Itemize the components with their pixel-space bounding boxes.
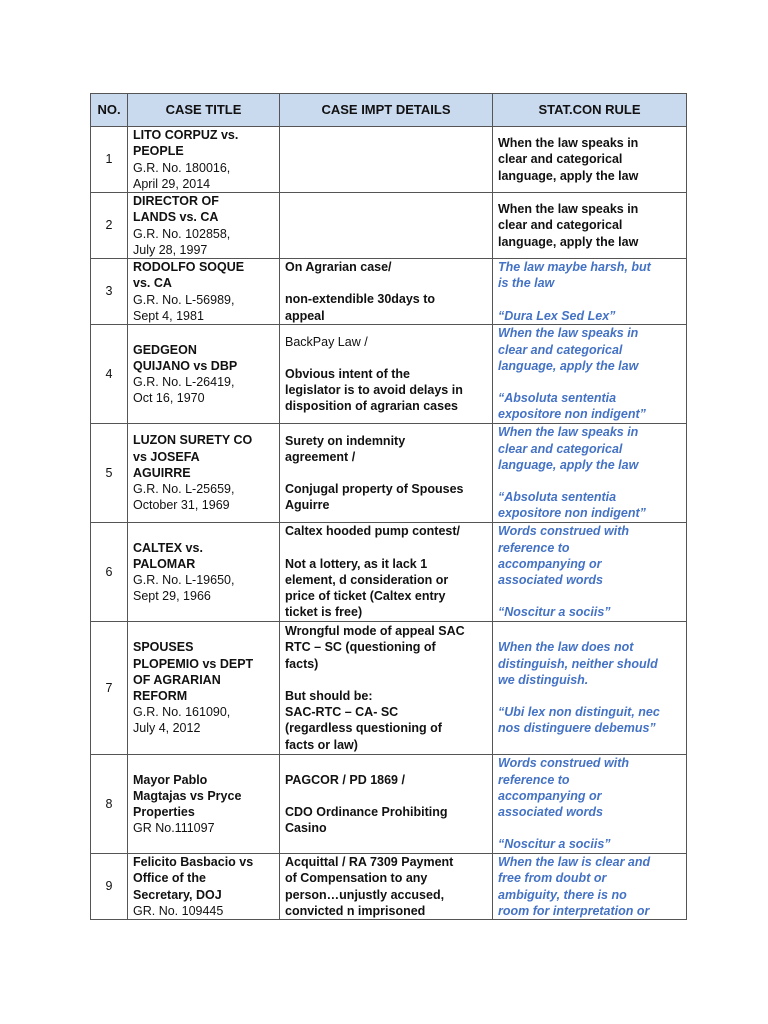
case-details-cell — [280, 193, 493, 259]
statcon-rule-line — [498, 473, 681, 489]
case-title-line: vs. CA — [133, 276, 172, 291]
case-detail-line — [285, 540, 487, 556]
statcon-rule-line: “Absoluta sententia — [498, 490, 617, 505]
case-detail-line — [285, 672, 487, 688]
case-gr-line: G.R. No. 161090, — [133, 705, 231, 720]
case-detail-line: SAC-RTC – CA- SC — [285, 705, 399, 720]
case-detail-line — [285, 275, 487, 291]
case-detail-line: ticket is free) — [285, 605, 363, 620]
case-detail-line: Conjugal property of Spouses — [285, 482, 464, 496]
statcon-rule-line: “Absoluta sententia — [498, 391, 617, 406]
table-row — [91, 193, 687, 259]
statcon-rule-cell — [493, 854, 687, 920]
case-detail-line: disposition of agrarian cases — [285, 399, 458, 414]
statcon-rule-cell — [493, 523, 687, 622]
statcon-rule-line: When the law speaks in — [498, 136, 639, 151]
case-title-line: DIRECTOR OF — [133, 194, 219, 209]
case-number: 4 — [91, 325, 128, 424]
case-title-line: PEOPLE — [133, 144, 184, 159]
case-gr-line: GR No.111097 — [133, 821, 215, 836]
case-number: 7 — [91, 622, 128, 755]
statcon-rule-cell — [493, 325, 687, 424]
statcon-rule-cell — [493, 193, 687, 259]
case-detail-line: BackPay Law / — [285, 334, 368, 349]
case-title-cell — [128, 193, 280, 259]
statcon-rule-cell — [493, 424, 687, 523]
statcon-rule-line: room for interpretation or — [498, 903, 650, 918]
case-gr-line: Sept 29, 1966 — [133, 589, 211, 604]
statcon-rule-cell — [493, 127, 687, 193]
case-table — [90, 93, 687, 920]
statcon-rule-line — [498, 374, 681, 390]
statcon-rule-cell — [493, 755, 687, 854]
case-title-line: QUIJANO vs DBP — [133, 358, 238, 373]
statcon-rule-line: nos distinguere debemus” — [498, 721, 656, 736]
case-detail-line: facts or law) — [285, 737, 358, 752]
case-title-cell — [128, 755, 280, 854]
case-title-cell — [128, 325, 280, 424]
case-gr-line: Oct 16, 1970 — [133, 391, 205, 406]
case-title-line: LUZON SURETY CO — [133, 433, 253, 448]
case-detail-line: non-extendible 30days to — [285, 292, 436, 307]
case-title-cell — [128, 127, 280, 193]
case-title-cell — [128, 854, 280, 920]
case-gr-line: July 28, 1997 — [133, 242, 208, 257]
table-row — [91, 622, 687, 755]
case-details-cell — [280, 127, 493, 193]
statcon-rule-line: “Noscitur a sociis” — [498, 605, 611, 620]
statcon-rule-line: When the law is clear and — [498, 855, 651, 870]
case-detail-line: Not a lottery, as it lack 1 — [285, 556, 428, 571]
case-detail-line: Caltex hooded pump contest/ — [285, 524, 461, 539]
statcon-rule-line: When the law speaks in — [498, 202, 639, 217]
case-detail-line — [285, 788, 487, 804]
case-detail-line: On Agrarian case/ — [285, 260, 392, 275]
statcon-rule-line — [498, 820, 681, 836]
table-header — [91, 94, 687, 127]
statcon-rule-line: clear and categorical — [498, 152, 623, 167]
table-row — [91, 755, 687, 854]
case-gr-line: Sept 4, 1981 — [133, 308, 204, 323]
case-detail-line: of Compensation to any — [285, 871, 428, 886]
case-title-cell — [128, 622, 280, 755]
case-gr-line: July 4, 2012 — [133, 721, 201, 736]
case-detail-line: Acquittal / RA 7309 Payment — [285, 855, 454, 870]
case-gr-line: G.R. No. L-56989, — [133, 292, 235, 307]
statcon-rule-line: accompanying or — [498, 556, 602, 571]
case-title-line: OF AGRARIAN — [133, 672, 221, 687]
table-row — [91, 854, 687, 920]
case-number: 1 — [91, 127, 128, 193]
case-number: 2 — [91, 193, 128, 259]
case-title-line: Office of the — [133, 871, 206, 886]
case-detail-line: convicted n imprisoned — [285, 903, 426, 918]
case-number: 5 — [91, 424, 128, 523]
statcon-rule-line: The law maybe harsh, but — [498, 260, 651, 275]
case-detail-line — [285, 465, 487, 481]
case-title-cell — [128, 523, 280, 622]
case-details-cell — [280, 755, 493, 854]
case-detail-line: Aguirre — [285, 498, 330, 513]
statcon-rule-line: Words construed with — [498, 524, 630, 539]
case-number: 9 — [91, 854, 128, 920]
header-row — [91, 94, 687, 127]
case-detail-line: PAGCOR / PD 1869 / — [285, 772, 405, 787]
case-title-cell — [128, 259, 280, 325]
case-title-line: Magtajas vs Pryce — [133, 788, 242, 803]
case-gr-line: G.R. No. L-19650, — [133, 573, 235, 587]
case-detail-line: element, d consideration or — [285, 572, 449, 587]
header-case-title: CASE TITLE — [128, 94, 280, 127]
statcon-rule-line: reference to — [498, 540, 570, 555]
statcon-rule-line: Words construed with — [498, 756, 630, 771]
statcon-rule-line: free from doubt or — [498, 871, 607, 886]
case-title-line: PALOMAR — [133, 556, 196, 571]
case-detail-line: Wrongful mode of appeal SAC — [285, 624, 465, 639]
case-gr-line: G.R. No. 180016, — [133, 160, 231, 175]
case-gr-line: April 29, 2014 — [133, 176, 211, 191]
statcon-rule-line: “Noscitur a sociis” — [498, 837, 611, 852]
case-detail-line: CDO Ordinance Prohibiting — [285, 804, 448, 819]
statcon-rule-line: When the law speaks in — [498, 326, 639, 341]
case-gr-line: G.R. No. L-25659, — [133, 482, 235, 497]
statcon-rule-line: language, apply the law — [498, 358, 639, 373]
statcon-rule-line: language, apply the law — [498, 457, 639, 472]
statcon-rule-line: clear and categorical — [498, 441, 623, 456]
case-title-line: REFORM — [133, 689, 188, 703]
case-title-cell — [128, 424, 280, 523]
case-detail-line: Obvious intent of the — [285, 366, 410, 381]
statcon-rule-line — [498, 588, 681, 604]
case-title-line: Felicito Basbacio vs — [133, 855, 254, 870]
statcon-rule-line: language, apply the law — [498, 234, 639, 249]
statcon-rule-cell — [493, 622, 687, 755]
statcon-rule-line: expositore non indigent” — [498, 506, 646, 521]
statcon-rule-line: associated words — [498, 805, 603, 820]
statcon-rule-line — [498, 292, 681, 308]
table-row — [91, 259, 687, 325]
statcon-rule-line: reference to — [498, 772, 570, 787]
case-title-line: AGUIRRE — [133, 465, 191, 480]
case-title-line: PLOPEMIO vs DEPT — [133, 656, 254, 671]
case-detail-line: appeal — [285, 308, 325, 323]
statcon-rule-line: ambiguity, there is no — [498, 887, 627, 902]
statcon-rule-line: clear and categorical — [498, 342, 623, 357]
case-title-line: Mayor Pablo — [133, 772, 208, 787]
case-detail-line: But should be: — [285, 688, 373, 703]
table-row — [91, 325, 687, 424]
table-row — [91, 424, 687, 523]
statcon-rule-cell — [493, 259, 687, 325]
table-row — [91, 127, 687, 193]
case-details-cell — [280, 259, 493, 325]
case-detail-line: Surety on indemnity — [285, 433, 406, 448]
case-details-cell — [280, 523, 493, 622]
case-detail-line: (regardless questioning of — [285, 721, 442, 736]
statcon-rule-line: When the law does not — [498, 640, 634, 655]
statcon-rule-line — [498, 688, 681, 704]
case-gr-line: October 31, 1969 — [133, 498, 230, 513]
case-number: 3 — [91, 259, 128, 325]
case-title-line: RODOLFO SOQUE — [133, 260, 245, 275]
case-number: 6 — [91, 523, 128, 622]
header-case-details: CASE IMPT DETAILS — [280, 94, 493, 127]
case-detail-line: agreement / — [285, 449, 356, 464]
case-gr-line: G.R. No. L-26419, — [133, 375, 235, 389]
case-title-line: Secretary, DOJ — [133, 887, 222, 902]
case-detail-line: price of ticket (Caltex entry — [285, 589, 446, 604]
table-row — [91, 523, 687, 622]
case-title-line: LANDS vs. CA — [133, 210, 219, 225]
statcon-rule-line: When the law speaks in — [498, 425, 639, 440]
case-title-line: vs JOSEFA — [133, 449, 200, 464]
case-title-line: CALTEX vs. — [133, 540, 203, 555]
case-detail-line: person…unjustly accused, — [285, 887, 445, 902]
case-detail-line: RTC – SC (questioning of — [285, 640, 436, 655]
case-number: 8 — [91, 755, 128, 854]
table-body — [91, 127, 687, 920]
case-details-cell — [280, 854, 493, 920]
statcon-rule-line: clear and categorical — [498, 218, 623, 233]
statcon-rule-line: language, apply the law — [498, 168, 639, 183]
statcon-rule-line: expositore non indigent” — [498, 407, 646, 422]
case-details-cell — [280, 424, 493, 523]
case-title-line: GEDGEON — [133, 342, 197, 357]
case-details-cell — [280, 325, 493, 424]
case-detail-line: facts) — [285, 656, 319, 671]
statcon-rule-line: we distinguish. — [498, 672, 589, 687]
case-gr-line: GR. No. 109445 — [133, 903, 224, 918]
statcon-rule-line: “Ubi lex non distinguit, nec — [498, 705, 660, 720]
case-detail-line — [285, 350, 487, 366]
header-statcon-rule: STAT.CON RULE — [493, 94, 687, 127]
case-title-line: Properties — [133, 805, 195, 819]
case-title-line: LITO CORPUZ vs. — [133, 128, 239, 143]
case-detail-line: Casino — [285, 821, 327, 836]
header-no: NO. — [91, 94, 128, 127]
statcon-rule-line: “Dura Lex Sed Lex” — [498, 308, 616, 323]
statcon-rule-line: associated words — [498, 573, 603, 588]
case-title-line: SPOUSES — [133, 640, 194, 655]
statcon-rule-line: is the law — [498, 276, 555, 291]
statcon-rule-line: distinguish, neither should — [498, 656, 658, 671]
statcon-rule-line: accompanying or — [498, 788, 602, 803]
case-details-cell — [280, 622, 493, 755]
case-gr-line: G.R. No. 102858, — [133, 226, 231, 241]
case-detail-line: legislator is to avoid delays in — [285, 383, 463, 397]
